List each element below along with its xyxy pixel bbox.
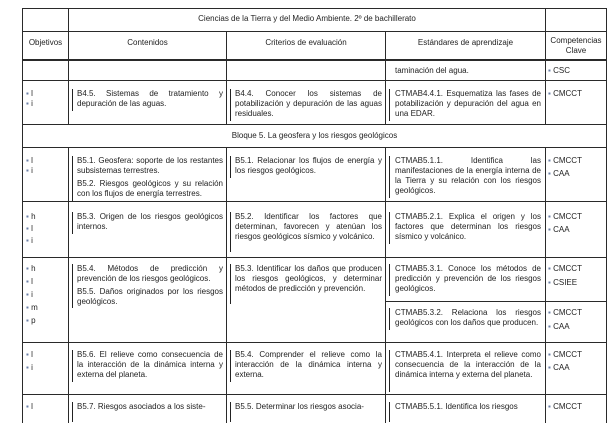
row-0-competencias	[548, 66, 604, 76]
row-5-contenidos	[77, 264, 223, 310]
estandar-text: CTMAB5.4.1. Interpreta el relieve como consecuencia de la interacción de la dinámica interna y externa del planeta.	[395, 350, 541, 379]
row-7-criterios	[235, 402, 382, 412]
row-divider	[22, 147, 607, 148]
objetivo-item: ▪ m	[26, 303, 38, 312]
bullet-icon: ▪	[548, 363, 551, 372]
column-divider	[68, 147, 69, 423]
bullet-icon: ▪	[548, 402, 551, 411]
list-marker-bar	[72, 402, 73, 422]
bullet-icon: ▪	[548, 322, 551, 331]
objetivo-item: ▪ h	[26, 212, 36, 221]
row-6-criterios	[235, 350, 382, 380]
list-marker-bar	[230, 402, 231, 422]
header-objetivos: Objetivos	[28, 38, 63, 47]
criterio-text: B5.2. Identificar los factores que determinan, favorecen y atenúan los riesgos geológicos sísmico y volcánico.	[235, 212, 382, 241]
list-marker-bar	[230, 264, 231, 304]
objetivo-item: ▪ h	[26, 264, 36, 273]
bullet-icon: ▪	[548, 225, 551, 234]
row-0-estandares	[395, 66, 541, 76]
bullet-icon: ▪	[548, 66, 551, 75]
table-border-right	[606, 8, 607, 423]
contenido-text: B5.7. Riesgos asociados a los siste-	[77, 402, 206, 411]
list-marker-bar	[389, 156, 390, 198]
list-marker-bar	[72, 212, 73, 234]
list-marker-bar	[72, 264, 73, 308]
row-4-estandares	[395, 212, 541, 242]
column-divider	[68, 32, 69, 124]
row-4-competencias	[548, 212, 604, 235]
contenido-text: B5.4. Métodos de predicción y prevención de los riesgos geológicos.	[77, 264, 223, 283]
bullet-icon: ▪	[548, 308, 551, 317]
competencia-item: ▪ CAA	[548, 169, 570, 178]
estandar-text: CTMAB5.1.1. Identifica las manifestaciones de la energía interna de la Tierra y su relación con los riesgos geológicos.	[395, 156, 541, 195]
bullet-icon: ▪	[548, 264, 551, 273]
row-divider	[22, 80, 607, 81]
column-divider	[545, 147, 546, 423]
subrow-divider	[385, 301, 607, 302]
estandar-text: CTMAB5.2.1. Explica el origen y los factores que determinan los riesgos sísmico y volcánico.	[395, 212, 541, 241]
row-4-objetivos	[26, 212, 66, 246]
row-3-competencias	[548, 156, 604, 179]
bullet-icon: ▪	[548, 169, 551, 178]
list-marker-bar	[389, 264, 390, 296]
estandar-text: CTMAB5.3.1. Conoce los métodos de predicción y prevención de los riesgos geológicos.	[395, 264, 541, 293]
competencia-item: ▪ CAA	[548, 322, 570, 331]
row-3-estandares	[395, 156, 541, 196]
row-7-estandares	[395, 402, 541, 412]
estandar-text: CTMAB5.3.2. Relaciona los riesgos geológicos con los daños que producen.	[395, 308, 541, 327]
header-criterios: Criterios de evaluación	[265, 38, 347, 47]
objetivo-item: ▪ l	[26, 156, 33, 165]
bullet-icon: ▪	[26, 316, 29, 325]
objetivo-item: ▪ l	[26, 224, 33, 233]
bullet-icon: ▪	[26, 236, 29, 245]
contenido-text: B5.3. Origen de los riesgos geológicos internos.	[77, 212, 223, 231]
criterio-text: B5.4. Comprender el relieve como la interacción de la dinámica interna y externa.	[235, 350, 382, 379]
row-divider	[22, 257, 607, 258]
objetivo-item: ▪ i	[26, 290, 33, 299]
estandar-text: CTMAB5.5.1. Identifica los riesgos	[395, 402, 518, 411]
objetivo-item: ▪ l	[26, 277, 33, 286]
objetivo-item: ▪ l	[26, 89, 33, 98]
bullet-icon: ▪	[26, 303, 29, 312]
row-1-estandares	[395, 89, 541, 119]
table-title: Ciencias de la Tierra y del Medio Ambiente. 2º de bachillerato	[198, 14, 416, 23]
list-marker-bar	[389, 308, 390, 330]
row-5-competencias-a	[548, 264, 604, 288]
contenido-text: B4.5. Sistemas de tratamiento y depuración de las aguas.	[77, 89, 223, 108]
objetivo-item: ▪ l	[26, 350, 33, 359]
row-divider	[22, 59, 607, 61]
criterio-text: B5.3. Identificar los daños que producen los riesgos geológicos, y determinar métodos de predicción y prevención.	[235, 264, 382, 293]
competencia-item: ▪ CMCCT	[548, 402, 582, 411]
objetivo-item: ▪ i	[26, 99, 33, 108]
list-marker-bar	[389, 212, 390, 244]
criterio-text: B5.5. Determinar los riesgos asocia-	[235, 402, 364, 411]
competencia-item: ▪ CMCCT	[548, 89, 582, 98]
bullet-icon: ▪	[548, 278, 551, 287]
list-marker-bar	[230, 156, 231, 178]
list-marker-bar	[389, 89, 390, 121]
column-divider	[385, 32, 386, 124]
competencia-item: ▪ CMCCT	[548, 308, 582, 317]
row-6-contenidos	[77, 350, 223, 380]
bullet-icon: ▪	[26, 290, 29, 299]
row-5-competencias-b	[548, 308, 604, 332]
column-divider	[545, 8, 546, 32]
row-5-estandares-b	[395, 308, 541, 328]
list-marker-bar	[72, 350, 73, 382]
row-4-contenidos	[77, 212, 223, 232]
row-divider	[22, 201, 607, 202]
row-5-estandares-a	[395, 264, 541, 294]
header-contenidos: Contenidos	[127, 38, 168, 47]
estandar-text: CTMAB4.4.1. Esquematiza las fases de potabilización y depuración del agua en una EDAR.	[395, 89, 541, 118]
row-4-criterios	[235, 212, 382, 242]
objetivo-item: ▪ i	[26, 363, 33, 372]
list-marker-bar	[72, 89, 73, 111]
contenido-text: B5.2. Riesgos geológicos y su relación con los flujos de energía terrestres.	[77, 179, 223, 198]
bullet-icon: ▪	[26, 350, 29, 359]
bullet-icon: ▪	[548, 156, 551, 165]
block-title: Bloque 5. La geosfera y los riesgos geológicos	[231, 131, 398, 140]
header-competencias-line2: Clave	[565, 46, 587, 55]
column-divider	[385, 147, 386, 423]
bullet-icon: ▪	[548, 350, 551, 359]
column-divider	[545, 32, 546, 124]
row-1-criterios	[235, 89, 382, 119]
row-3-objetivos	[26, 156, 66, 176]
list-marker-bar	[230, 89, 231, 121]
column-divider	[226, 32, 227, 124]
bullet-icon: ▪	[26, 363, 29, 372]
objetivo-item: ▪ l	[26, 402, 33, 411]
competencia-item: ▪ CSIEE	[548, 278, 578, 287]
row-6-estandares	[395, 350, 541, 380]
row-divider	[22, 394, 607, 395]
competencia-item: ▪ CMCCT	[548, 156, 582, 165]
bullet-icon: ▪	[548, 89, 551, 98]
row-5-criterios	[235, 264, 382, 294]
objetivo-item: ▪ p	[26, 316, 36, 325]
competencia-item: ▪ CMCCT	[548, 264, 582, 273]
header-competencias-line1: Competencias	[550, 36, 602, 45]
row-divider	[22, 124, 607, 125]
row-7-contenidos	[77, 402, 223, 412]
row-1-objetivos	[26, 89, 66, 109]
table-border-left	[22, 8, 23, 423]
row-6-objetivos	[26, 350, 66, 373]
table-border-top	[22, 8, 607, 9]
bullet-icon: ▪	[26, 402, 29, 411]
header-competencias	[546, 36, 606, 56]
contenido-text: B5.1. Geosfera: soporte de los restantes subsistemas terrestres.	[77, 156, 223, 175]
bullet-icon: ▪	[26, 212, 29, 221]
row-1-contenidos	[77, 89, 223, 112]
competencia-item: ▪ CAA	[548, 225, 570, 234]
row-5-objetivos	[26, 264, 66, 326]
list-marker-bar	[389, 402, 390, 422]
criterio-text: B5.1. Relacionar los flujos de energía y los riesgos geológicos.	[235, 156, 382, 175]
bullet-icon: ▪	[26, 277, 29, 286]
column-divider	[226, 147, 227, 423]
header-estandares: Estándares de aprendizaje	[417, 38, 514, 47]
competencia-item: ▪ CMCCT	[548, 350, 582, 359]
contenido-text: B5.5. Daños originados por los riesgos geológicos.	[77, 287, 223, 306]
competencia-item: ▪ CSC	[548, 66, 570, 75]
bullet-icon: ▪	[26, 224, 29, 233]
bullet-icon: ▪	[548, 212, 551, 221]
list-marker-bar	[230, 212, 231, 252]
bullet-icon: ▪	[26, 99, 29, 108]
row-3-criterios	[235, 156, 382, 176]
estandar-text: taminación del agua.	[395, 66, 469, 75]
competencia-item: ▪ CMCCT	[548, 212, 582, 221]
row-3-contenidos	[77, 156, 223, 202]
objetivo-item: ▪ i	[26, 236, 33, 245]
bullet-icon: ▪	[26, 166, 29, 175]
list-marker-bar	[72, 156, 73, 202]
row-divider	[22, 342, 607, 343]
contenido-text: B5.6. El relieve como consecuencia de la interacción de la dinámica interna y externa del planeta.	[77, 350, 223, 379]
row-7-competencias	[548, 402, 604, 412]
competencia-item: ▪ CAA	[548, 363, 570, 372]
bullet-icon: ▪	[26, 89, 29, 98]
bullet-icon: ▪	[26, 264, 29, 273]
row-7-objetivos	[26, 402, 66, 412]
objetivo-item: ▪ i	[26, 166, 33, 175]
list-marker-bar	[389, 350, 390, 392]
row-1-competencias	[548, 89, 604, 99]
bullet-icon: ▪	[26, 156, 29, 165]
criterio-text: B4.4. Conocer los sistemas de potabilización y depuración de las aguas residuales.	[235, 89, 382, 118]
list-marker-bar	[230, 350, 231, 382]
row-6-competencias	[548, 350, 604, 373]
row-divider	[22, 31, 607, 32]
